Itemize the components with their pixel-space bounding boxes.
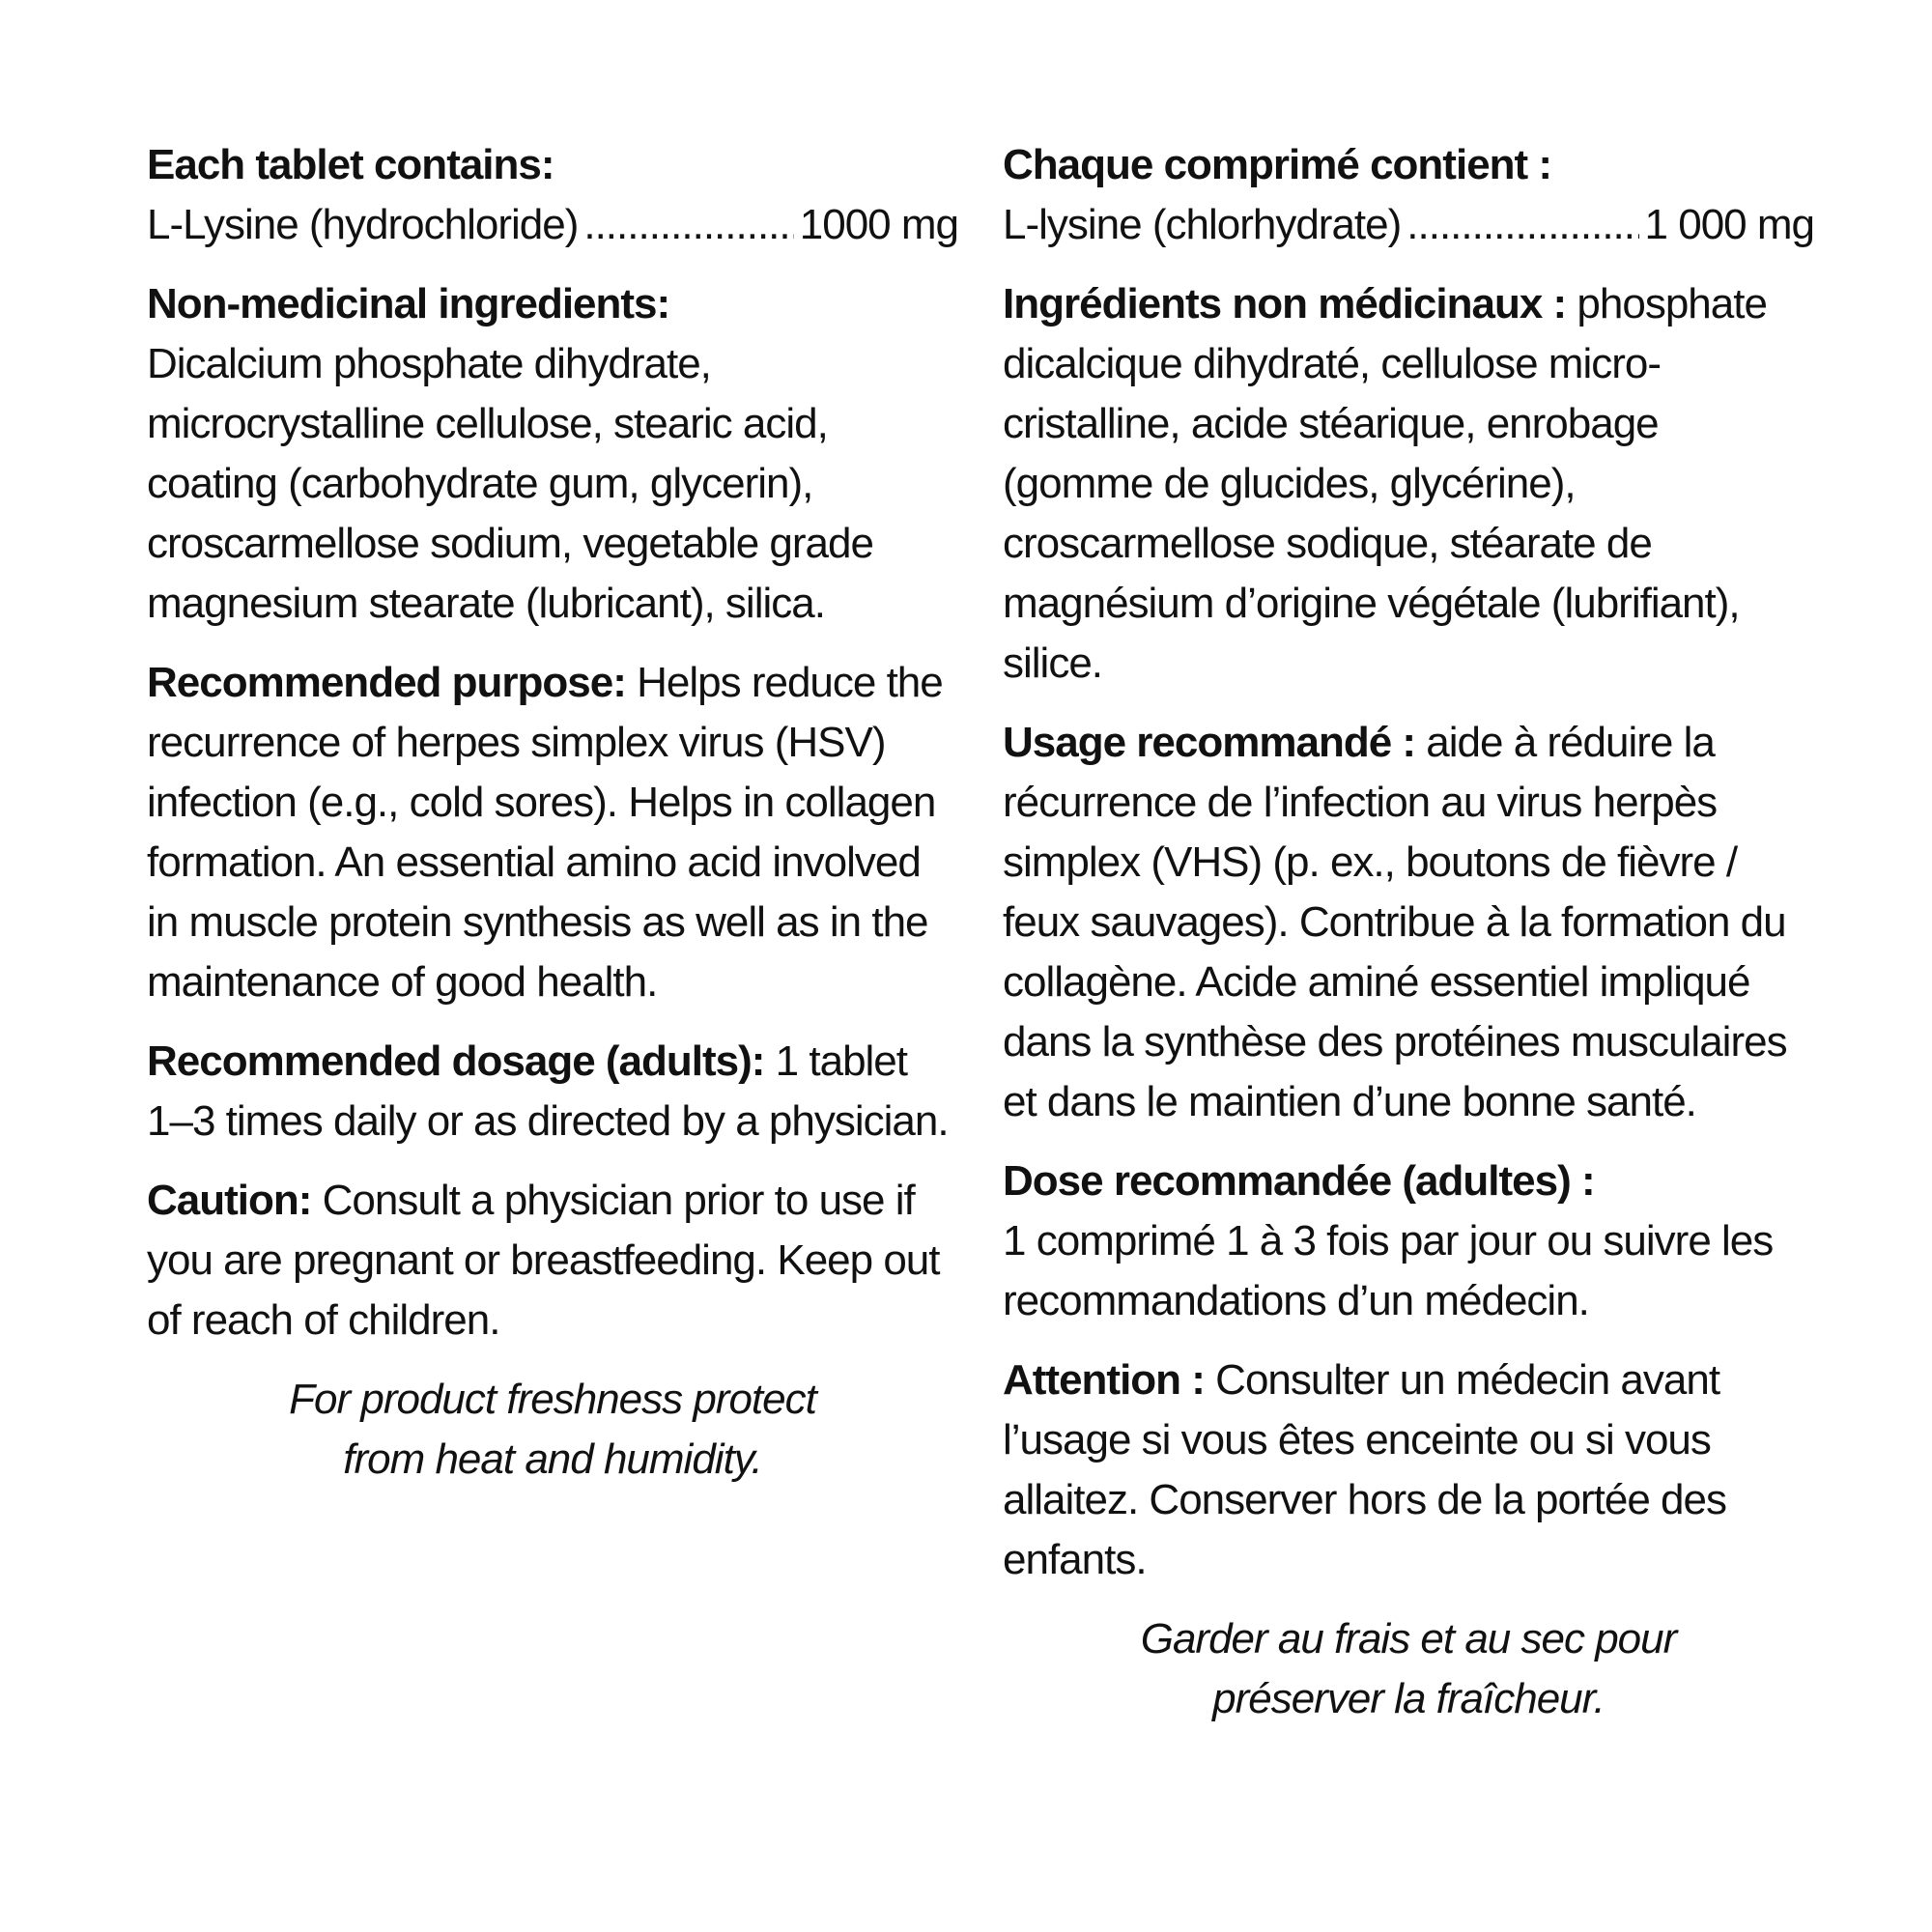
contains-section-en bbox=[147, 135, 958, 255]
caution-heading-fr: Attention : bbox=[1003, 1356, 1205, 1404]
contains-heading-en: Each tablet contains: bbox=[147, 141, 554, 188]
caution-heading-en: Caution: bbox=[147, 1177, 312, 1224]
non-medicinal-heading-fr: Ingrédients non médicinaux : bbox=[1003, 280, 1567, 327]
ingredient-row-en bbox=[147, 195, 958, 255]
non-medicinal-section-en bbox=[147, 274, 958, 634]
ingredient-name-en: L-Lysine (hydrochloride) bbox=[147, 201, 579, 248]
non-medicinal-section-fr bbox=[1003, 274, 1814, 694]
purpose-heading-fr: Usage recommandé : bbox=[1003, 719, 1416, 766]
contains-heading-fr: Chaque comprimé contient : bbox=[1003, 141, 1552, 188]
ingredient-amount-fr: 1 000 mg bbox=[1644, 201, 1814, 248]
storage-note-fr: Garder au frais et au sec pour préserver la fraîcheur. bbox=[1140, 1615, 1677, 1722]
french-column bbox=[1003, 135, 1814, 1729]
caution-section-fr bbox=[1003, 1350, 1814, 1590]
caution-section-en bbox=[147, 1171, 958, 1350]
purpose-section-fr bbox=[1003, 713, 1814, 1132]
non-medicinal-text-fr: phosphate dicalcique dihydraté, cellulose micro-cristalline, acide stéarique, enrobage (gomme de glucides, glycérine), croscarmellose sodique, stéarate de magnésium d’origine végétale (lubrifiant), silice. bbox=[1003, 280, 1767, 687]
dot-leader-en bbox=[583, 195, 793, 255]
non-medicinal-text-en: Dicalcium phosphate dihydrate, microcrystalline cellulose, stearic acid, coating (carbohydrate gum, glycerin), croscarmellose sodium, vegetable grade magnesium stearate (lubricant), silica. bbox=[147, 340, 873, 627]
ingredient-row-fr bbox=[1003, 195, 1814, 255]
dosage-section-en bbox=[147, 1032, 958, 1151]
ingredient-amount-en: 1000 mg bbox=[799, 201, 958, 248]
purpose-section-en bbox=[147, 653, 958, 1012]
dot-leader-fr bbox=[1406, 195, 1638, 255]
purpose-text-en: Helps reduce the recurrence of herpes simplex virus (HSV) infection (e.g., cold sores). Helps in collagen formation. An essential amino acid involved in muscle protein synthesis as well as in the maintenance of good health. bbox=[147, 659, 943, 1006]
purpose-text-fr: aide à réduire la récurrence de l’infection au virus herpès simplex (VHS) (p. ex., boutons de fièvre / feux sauvages). Contribue à la formation du collagène. Acide aminé essentiel impliqué dans la synthèse des protéines musculaires et dans le maintien d’une bonne santé. bbox=[1003, 719, 1787, 1125]
dosage-text-fr: 1 comprimé 1 à 3 fois par jour ou suivre les recommandations d’un médecin. bbox=[1003, 1217, 1774, 1324]
storage-note-en: For product freshness protect from heat and humidity. bbox=[289, 1376, 816, 1483]
dosage-text-en: 1 tablet 1–3 times daily or as directed by a physician. bbox=[147, 1037, 949, 1145]
english-column bbox=[147, 135, 958, 1490]
caution-text-en: Consult a physician prior to use if you are pregnant or breastfeeding. Keep out of reach of children. bbox=[147, 1177, 940, 1344]
purpose-heading-en: Recommended purpose: bbox=[147, 659, 626, 706]
caution-text-fr: Consulter un médecin avant l’usage si vous êtes enceinte ou si vous allaitez. Conserver hors de la portée des enfants. bbox=[1003, 1356, 1726, 1583]
non-medicinal-heading-en: Non-medicinal ingredients: bbox=[147, 280, 670, 327]
ingredient-name-fr: L-lysine (chlorhydrate) bbox=[1003, 201, 1402, 248]
dosage-heading-fr: Dose recommandée (adultes) : bbox=[1003, 1157, 1595, 1205]
dosage-heading-en: Recommended dosage (adults): bbox=[147, 1037, 765, 1085]
contains-section-fr bbox=[1003, 135, 1814, 255]
dosage-section-fr bbox=[1003, 1151, 1814, 1331]
